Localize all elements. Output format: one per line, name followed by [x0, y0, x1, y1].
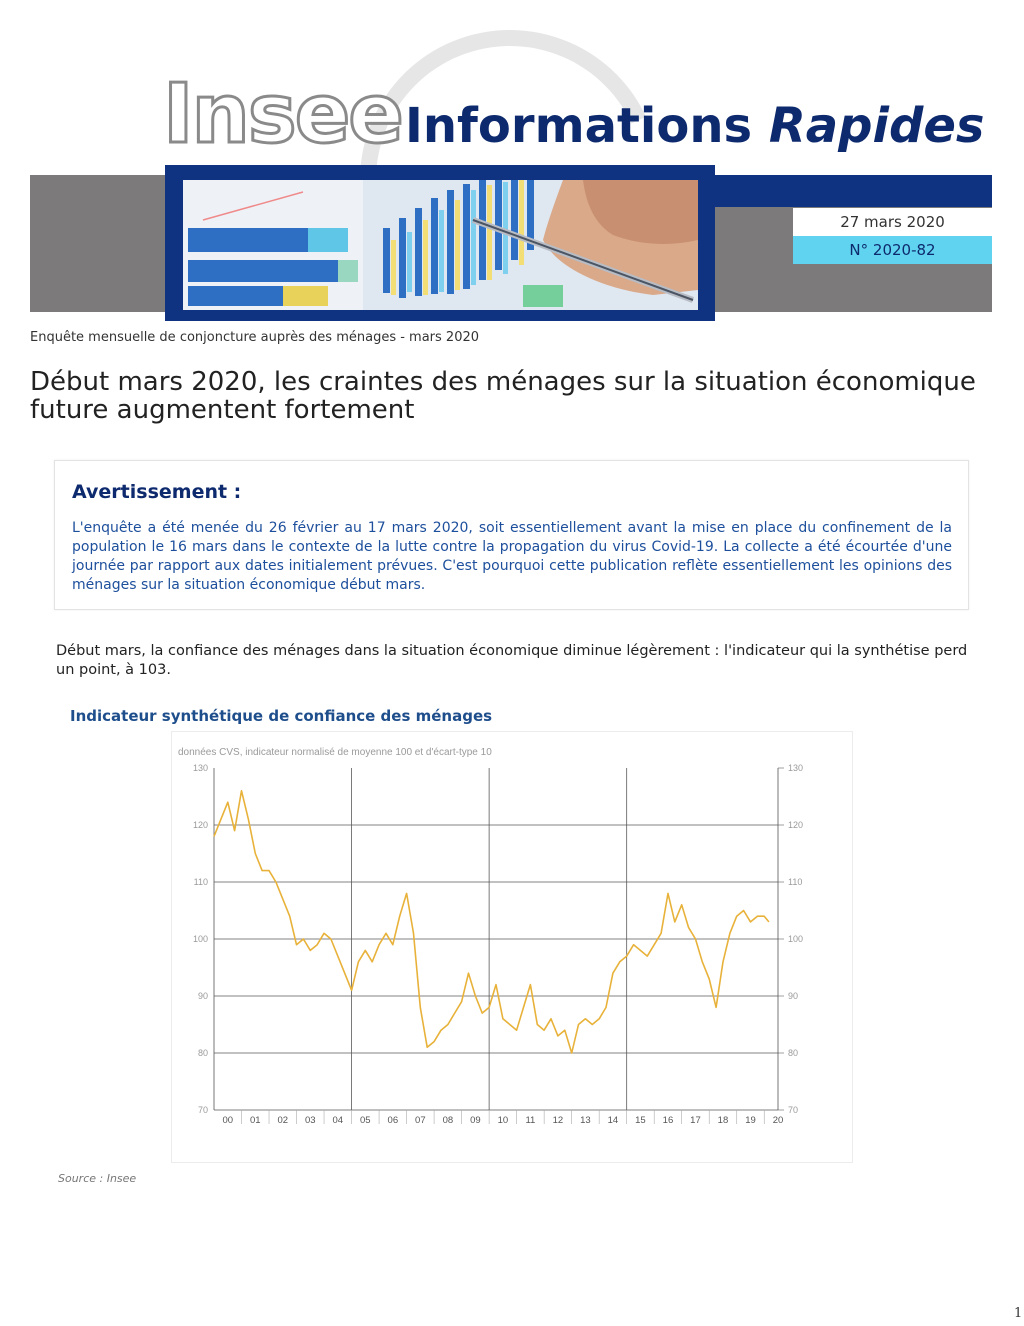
- y-tick-label-left: 90: [197, 991, 208, 1001]
- title-regular: Informations: [405, 98, 753, 154]
- y-tick-label-right: 110: [788, 877, 803, 887]
- y-tick-label-left: 100: [192, 934, 208, 944]
- insee-logo: Insee: [163, 67, 402, 162]
- x-tick-label: 12: [552, 1115, 564, 1126]
- x-tick-label: 02: [277, 1115, 289, 1126]
- headline: Début mars 2020, les craintes des ménages sur la situation économique future augmentent fortement: [30, 367, 976, 425]
- y-tick-label-right: 90: [788, 991, 799, 1001]
- x-tick-label: 16: [662, 1115, 674, 1126]
- y-tick-label-right: 70: [788, 1105, 799, 1115]
- x-tick-label: 11: [525, 1115, 536, 1126]
- y-tick-label-right: 80: [788, 1048, 799, 1058]
- publication-number: N° 2020-82: [793, 236, 992, 264]
- y-tick-label-left: 70: [197, 1105, 208, 1115]
- x-tick-label: 19: [745, 1115, 756, 1126]
- x-tick-label: 10: [497, 1115, 509, 1126]
- x-tick-label: 07: [415, 1115, 426, 1126]
- warning-box: [54, 460, 969, 610]
- warning-text: L'enquête a été menée du 26 février au 17 mars 2020, soit essentiellement avant la mise en place du confinement de la population le 16 mars dans le contexte de la lutte contre la propagation du virus Covid-19. La collecte a été écourtée d'une journée par rapport aux dates initialement prévues. C'est pourquoi cette publication reflète essentiellement les opinions des ménages sur la situation économique début mars.: [72, 520, 952, 593]
- x-tick-label: 05: [360, 1115, 371, 1126]
- y-tick-label-left: 80: [197, 1048, 208, 1058]
- chart-container: [171, 731, 853, 1163]
- warning-title: Avertissement :: [72, 481, 242, 503]
- chart-svg: [172, 732, 852, 1162]
- x-tick-label: 13: [580, 1115, 591, 1126]
- series-line: [214, 791, 769, 1053]
- chart-hand-illustration: [183, 180, 698, 310]
- y-tick-label-left: 130: [192, 763, 208, 773]
- x-tick-label: 01: [249, 1115, 261, 1126]
- x-tick-label: 00: [222, 1115, 234, 1126]
- x-tick-label: 06: [387, 1115, 399, 1126]
- y-tick-label-left: 120: [192, 820, 208, 830]
- publication-title: [405, 100, 984, 153]
- x-tick-label: 04: [332, 1115, 344, 1126]
- page-number: 1: [1014, 1306, 1023, 1321]
- header-photo-illustration: [183, 180, 698, 310]
- x-tick-label: 20: [772, 1115, 784, 1126]
- chart-title: Indicateur synthétique de confiance des ménages: [70, 707, 493, 725]
- x-tick-label: 17: [690, 1115, 701, 1126]
- x-tick-label: 14: [607, 1115, 619, 1126]
- chart-subtitle: données CVS, indicateur normalisé de moyenne 100 et d'écart-type 10: [178, 747, 492, 758]
- publication-date: 27 mars 2020: [793, 208, 992, 236]
- y-tick-label-right: 130: [788, 763, 804, 773]
- title-italic: Rapides: [768, 98, 985, 154]
- x-tick-label: 08: [442, 1115, 454, 1126]
- header-navy-strip: [715, 175, 992, 207]
- x-tick-label: 18: [717, 1115, 729, 1126]
- source-note: Source : Insee: [58, 1172, 137, 1185]
- survey-line: Enquête mensuelle de conjoncture auprès des ménages - mars 2020: [30, 330, 480, 345]
- x-tick-label: 09: [470, 1115, 481, 1126]
- x-tick-label: 03: [305, 1115, 316, 1126]
- y-tick-label-right: 100: [788, 934, 804, 944]
- x-tick-label: 15: [635, 1115, 646, 1126]
- y-tick-label-right: 120: [788, 820, 804, 830]
- y-tick-label-left: 110: [193, 877, 208, 887]
- intro-paragraph: Début mars, la confiance des ménages dans la situation économique diminue légèrement : l'indicateur qui la synthétise perd un point, à 103.: [56, 643, 968, 678]
